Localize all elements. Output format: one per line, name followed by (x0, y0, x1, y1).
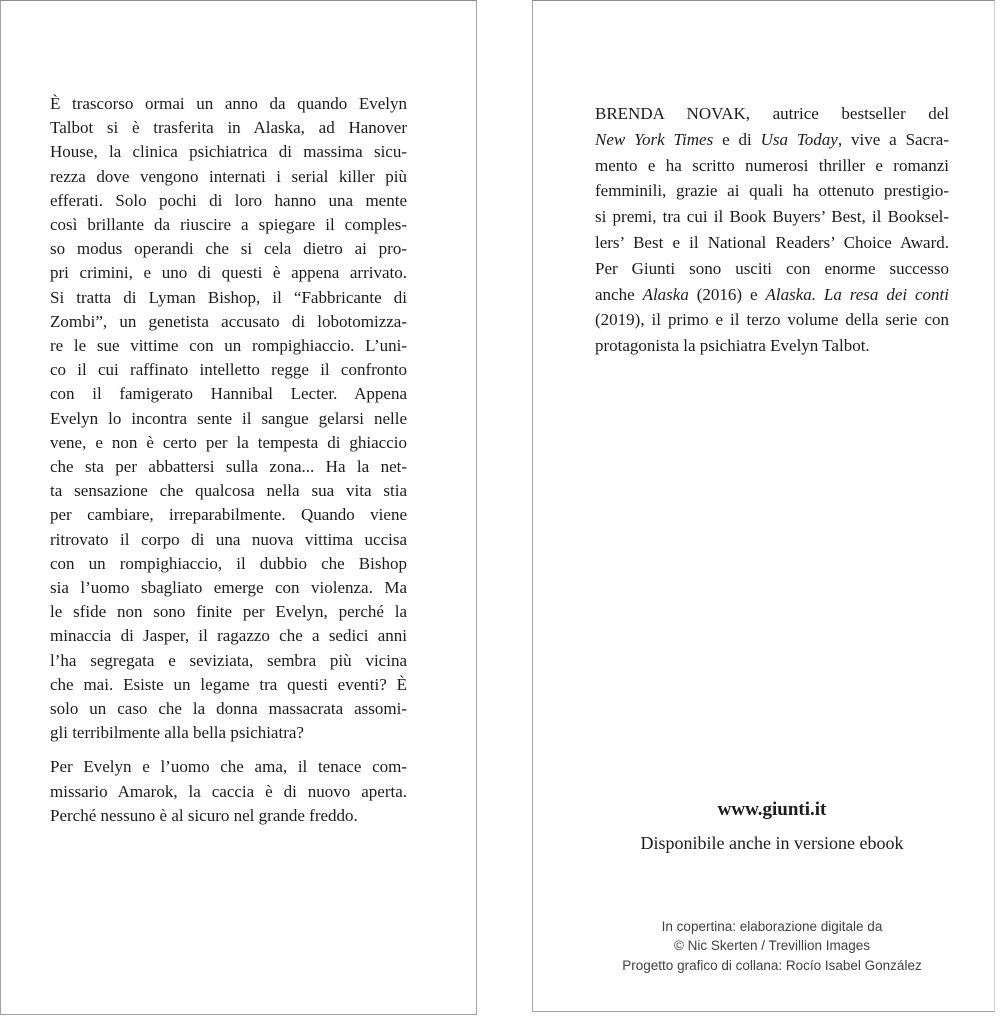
text-line: minaccia di Jasper, il ragazzo che a sedici anni (50, 626, 407, 646)
text-line: (2019), il primo e il terzo volume della serie con (595, 310, 949, 330)
text-line: re le sue vittime con un rompighiaccio. L’uni- (50, 336, 407, 356)
text-line: lers’ Best e il National Readers’ Choice Award. (595, 232, 949, 252)
text-line: Talbot si è trasferita in Alaska, ad Hanover (50, 118, 407, 138)
text-line: con il famigerato Hannibal Lecter. Appena (50, 384, 407, 404)
synopsis-text (50, 92, 407, 828)
text-line: si premi, tra cui il Book Buyers’ Best, il Booksel- (595, 207, 949, 227)
text-line: vene, e non è certo per la tempesta di ghiaccio (50, 432, 407, 452)
publisher-website: www.giunti.it (717, 799, 827, 820)
text-line: New York Times e di Usa Today, vive a Sacra- (595, 129, 949, 149)
text-line: che mai. Esiste un legame tra questi eventi? È (50, 674, 407, 694)
text-line: l’ha segregata e seviziata, sembra più vicina (50, 650, 407, 670)
text-line: © Nic Skerten / Trevillion Images (673, 938, 870, 954)
text-line: co il cui raffinato intelletto regge il confronto (50, 360, 407, 380)
text-line: so modus operandi che si cela dietro ai pro- (50, 239, 407, 259)
text-line: Si tratta di Lyman Bishop, il “Fabbricante di (50, 287, 407, 307)
text-line: così brillante da riuscire a spiegare il comples- (50, 215, 407, 235)
text-line: femminili, grazie ai quali ha ottenuto prestigio- (595, 181, 949, 201)
text-line: sia l’uomo sbagliato emerge con violenza. Ma (50, 578, 407, 598)
right-flap-panel (532, 0, 995, 1012)
text-line: Per Giunti sono usciti con enorme successo (595, 258, 949, 278)
text-line: che sta per abbattersi sulla zona... Ha la net- (50, 457, 407, 477)
synopsis-paragraph-2 (50, 755, 407, 828)
text-line: È trascorso ormai un anno da quando Evelyn (50, 94, 407, 113)
cover-credits (563, 917, 981, 975)
text-line: rezza dove vengono internati i serial killer più (50, 166, 407, 186)
text-line: mento e ha scritto numerosi thriller e romanzi (595, 155, 949, 175)
text-line: gli terribilmente alla bella psichiatra? (50, 723, 304, 743)
text-line: pri crimini, e uno di questi è appena arrivato. (50, 263, 407, 283)
author-bio-text (595, 101, 949, 359)
text-line: BRENDA NOVAK, autrice bestseller del (595, 104, 949, 123)
text-line: ritrovato il corpo di una nuova vittima uccisa (50, 529, 407, 549)
text-line: Evelyn lo incontra sente il sangue gelarsi nelle (50, 408, 407, 428)
text-line: Perché nessuno è al sicuro nel grande freddo. (50, 805, 358, 825)
text-line: Per Evelyn e l’uomo che ama, il tenace com- (50, 757, 407, 777)
text-line: le sfide non sono finite per Evelyn, perché la (50, 602, 407, 622)
text-line: Zombi”, un genetista accusato di lobotomizza- (50, 311, 407, 331)
text-line: protagonista la psichiatra Evelyn Talbot. (595, 336, 870, 356)
text-line: solo un caso che la donna massacrata assomi- (50, 699, 407, 719)
text-line: con un rompighiaccio, il dubbio che Bishop (50, 553, 407, 573)
text-line: missario Amarok, la caccia è di nuovo aperta. (50, 781, 407, 801)
left-flap-panel (0, 0, 477, 1015)
text-line: anche Alaska (2016) e Alaska. La resa dei conti (595, 284, 950, 304)
text-line: In copertina: elaborazione digitale da (661, 919, 883, 934)
ebook-availability-note: Disponibile anche in versione ebook (640, 833, 904, 853)
text-line: House, la clinica psichiatrica di massima sicu- (50, 142, 407, 162)
text-line: efferati. Solo pochi di loro hanno una mente (50, 190, 407, 210)
text-line: Progetto grafico di collana: Rocío Isabel González (622, 957, 922, 973)
synopsis-paragraph-1 (50, 92, 407, 745)
text-line: per cambiare, irreparabilmente. Quando viene (50, 505, 407, 525)
text-line: ta sensazione che qualcosa nella sua vita stia (50, 481, 407, 501)
